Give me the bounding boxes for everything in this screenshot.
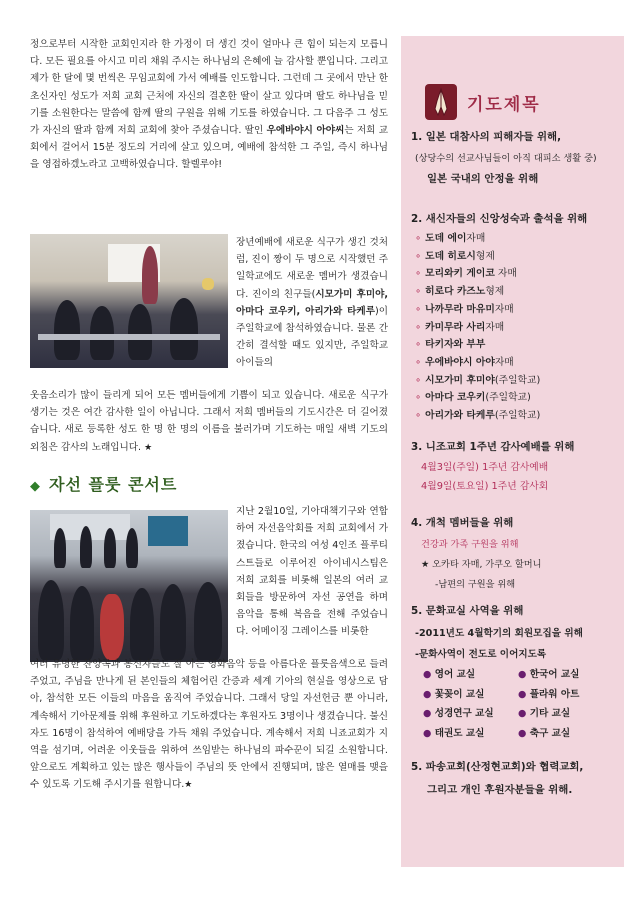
prayer-section-3 [411,438,621,492]
dot-bullet-icon: ● [518,727,530,739]
member-list-item [415,354,621,372]
member-suffix: 형제 [485,286,505,298]
dot-bullet-icon: ● [518,688,530,700]
section-line: -문화사역이 전도로 이어지도록 [415,649,547,660]
section-title: 1. 일본 대참사의 피해자들 위해, [411,131,562,143]
member-suffix: (주일학교) [485,392,531,404]
star-icon: ★ [184,780,193,791]
class-name: 축구 교실 [529,727,571,739]
paragraph-text: 웃음소리가 많이 들리게 되어 모든 멤버들에게 기쁨이 되고 있습니다. 새로운 식구가 생기는 것은 여간 감사한 일이 아닙니다. 그래서 저희 멤버들의 기도시간은 더 길어졌습니다. 새로 등록한 성도 한 명 한 명의 이름을 불러가며 기도하는 매일 새벽 기도의 외침은 감사의 노래입니다. [30,390,388,453]
member-suffix: (주일학교) [494,374,541,386]
heading-text: 자선 플룻 콘서트 [49,475,178,494]
paragraph-text-end: )이 주일학교에 참석하였습니다. 물론 간간히 결석할 때도 있지만, 주일학교 아이들의 [236,305,388,369]
dot-bullet-icon: ● [423,669,435,680]
member-list-item [415,248,621,266]
member-suffix: 자매 [494,268,517,280]
culture-class-item [423,705,518,723]
section-line: 그리고 개인 후원자분들을 위해. [427,784,573,796]
member-name: 우에바야시 아야 [425,356,495,368]
culture-class-item [518,686,613,704]
member-list-item [415,319,621,337]
prayer-section-6 [411,758,621,796]
section-title: 5. 파송교회(산정현교회)와 협력교회, [411,761,584,773]
highlight-names: 시모가미 후미야, 아마다 코우키, 아리가와 타케루 [236,288,389,317]
highlight-name: 우에바야시 아야씨 [266,125,345,137]
prayer-requests-sidebar [401,36,624,867]
member-name: 도데 히로시 [425,250,476,262]
member-suffix: 자매 [494,356,514,368]
star-icon: ★ [144,442,153,453]
dot-bullet-icon: ● [518,669,530,680]
dot-bullet-icon: ● [423,727,435,739]
class-name: 꽃꽂이 교실 [434,688,485,700]
article-paragraph-2-full [30,387,388,457]
member-list-item [415,389,621,407]
member-suffix: 자매 [466,233,486,244]
member-name: 나까무라 마유미 [425,303,495,315]
article-paragraph-2-wrap [236,234,388,372]
culture-class-list [411,666,621,742]
member-name: 타키자와 부부 [425,339,486,351]
prayer-title-block [425,84,615,124]
member-suffix: 자매 [494,303,514,315]
section-title: 5. 문화교실 사역을 위해 [411,605,524,617]
dot-bullet-icon: ● [423,708,435,719]
article-paragraph-1 [30,36,388,174]
culture-class-item [518,666,613,684]
prayer-section-5 [411,602,621,742]
prayer-section-2 [411,210,621,425]
section-note: 건강과 가족 구원을 위해 [421,539,519,550]
member-name: 아마다 코우키 [425,392,486,404]
class-name: 성경연구 교실 [434,708,494,719]
section-line: ★ 오카타 자매, 가쿠오 할머니 [421,559,542,570]
class-name: 태권도 교실 [434,727,485,739]
circle-bullet-icon: ∘ [415,303,422,315]
member-name: 도데 에이 [425,233,467,244]
class-name: 한국어 교실 [529,669,580,680]
circle-bullet-icon: ∘ [415,339,422,351]
culture-class-item [518,705,613,723]
concert-photo [30,510,228,662]
circle-bullet-icon: ∘ [415,321,422,333]
paragraph-text: 장년예배에 새로운 식구가 생긴 것처럼, 진이 짱이 두 명으로 시작했던 주일학교에도 새로운 멤버가 생겼습니다. 진이의 친구들( [236,237,388,300]
praying-hands-icon [425,84,457,120]
circle-bullet-icon: ∘ [415,356,422,368]
section-line: -2011년도 4월학기의 회원모집을 위해 [415,628,583,639]
paragraph-text: 정으로부터 시작한 교회인지라 한 가정이 더 생긴 것이 얼마나 큰 힘이 되는지 모릅니다. 모든 필요를 아시고 미리 채워 주시는 하나님의 은혜에 늘 감사할 뿐입니다. 그리고 제가 한 달에 몇 번씩은 무임교회에 가서 예배를 인도합니다. 그런데 그 곳에서 만난 한 초신자인 성도가 저희 교회 근처에 자신의 결혼한 딸이 살고 있다며 딸도 하나님을 믿기를 소원한다는 말씀에 함께 딸의 구원을 위해 기도를 하였습니다. 그 다음주 그 성도가 자신의 딸과 함께 저희 교회에 찾아 주셨습니다. 딸인 [30,39,388,137]
section-title: 3. 니조교회 1주년 감사예배를 위해 [411,441,575,453]
circle-bullet-icon: ∘ [415,233,422,244]
prayer-section-1 [411,128,621,185]
culture-class-item [423,666,518,684]
paragraph-text-end: 는 저희 교회에서 걸어서 15분 정도의 거리에 살고 있으며, 예배에 참석한 그 주일, 즉시 하나님을 영접하겠노라고 고백하였습니다. 할렐루야! [30,125,389,171]
article-paragraph-3-wrap [236,503,388,641]
member-suffix: (주일학교) [494,410,541,422]
member-list-item [415,265,621,283]
anniversary-line: 4월3일(주일) 1주년 감사예배 [421,462,549,473]
concert-heading [30,472,177,495]
paragraph-text: 여러 유명한 찬양곡과 봉신자들도 잘 아는 영화음악 등을 아름다운 플룻음색으로 들려주었고, 주님을 만나게 된 본인들의 체험어린 간증과 세계 기아의 현실을 영상으로 담아, 참석한 모든 이들의 마음을 움직여 주었습니다. 그래서 당일 자선헌금 뿐 아니라, 계속해서 기아문제를 위해 후원하고 기도하겠다는 후원자도 3명이나 생겼습니다. 불신자도 16명이 참석하여 예배당을 가득 채워 주었습니다. 계속해서 저희 니죠교회가 지역을 섬기며, 어려운 이웃들을 위하여 쓰임받는 하나님의 파수꾼이 되길 소원합니다. 앞으로도 계획하고 있는 많은 행사들이 주님의 뜻 안에서 진행되며, 많은 열매를 맺을 수 있도록 기도해 주시기를 원합니다. [30,659,388,791]
member-name: 히로다 카즈노 [425,286,486,298]
member-list-item [415,283,621,301]
class-name: 기타 교실 [529,708,571,719]
culture-class-item [518,725,613,743]
section-line: 일본 국내의 안정을 위해 [427,173,539,185]
circle-bullet-icon: ∘ [415,410,422,422]
dot-bullet-icon: ● [423,688,435,700]
member-list-item [415,301,621,319]
member-name: 카미무라 사리 [425,321,486,333]
anniversary-line: 4월9일(토요일) 1주년 감사회 [421,481,549,492]
member-list-item [415,372,621,390]
circle-bullet-icon: ∘ [415,286,422,298]
circle-bullet-icon: ∘ [415,250,422,262]
culture-class-item [423,686,518,704]
member-list-item [415,407,621,425]
class-name: 플라워 아트 [529,688,580,700]
prayer-title: 기도제목 [467,95,541,115]
culture-class-item [423,725,518,743]
paragraph-text: 지난 2월10일, 기아대책기구와 연합하여 자선음악회를 저희 교회에서 가졌습니다. 한국의 여성 4인조 플루티스트들로 이루어진 아이네시스팀은 저희 교회를 비롯해 일본의 여러 교회들을 방문하여 자선 공연을 하며 음악을 통해 복음을 전해 주었습니다. 어메이징 그레이스를 비롯한 [236,506,388,638]
section-line: -남편의 구원을 위해 [435,579,516,590]
dot-bullet-icon: ● [518,708,530,719]
member-list-item [415,336,621,354]
new-members-list [411,230,621,425]
member-list-item [415,230,621,248]
diamond-bullet-icon: ◆ [30,479,41,494]
member-suffix: 형제 [475,250,495,262]
circle-bullet-icon: ∘ [415,268,422,280]
section-title: 4. 개척 멤버들을 위해 [411,517,514,529]
circle-bullet-icon: ∘ [415,374,422,386]
member-name: 시모가미 후미야 [425,374,495,386]
section-title: 2. 새신자들의 신앙성숙과 출석을 위해 [411,213,588,225]
member-name: 모리와키 게이코 [425,268,495,280]
section-note: (상당수의 선교사님들이 아직 대피소 생활 중) [415,153,597,164]
sunday-school-photo [30,234,228,368]
member-suffix: 자매 [485,321,505,333]
article-paragraph-3-full [30,656,388,795]
class-name: 영어 교실 [434,669,476,680]
prayer-section-4 [411,514,621,590]
member-name: 아리가와 타케루 [425,410,495,422]
circle-bullet-icon: ∘ [415,392,422,404]
